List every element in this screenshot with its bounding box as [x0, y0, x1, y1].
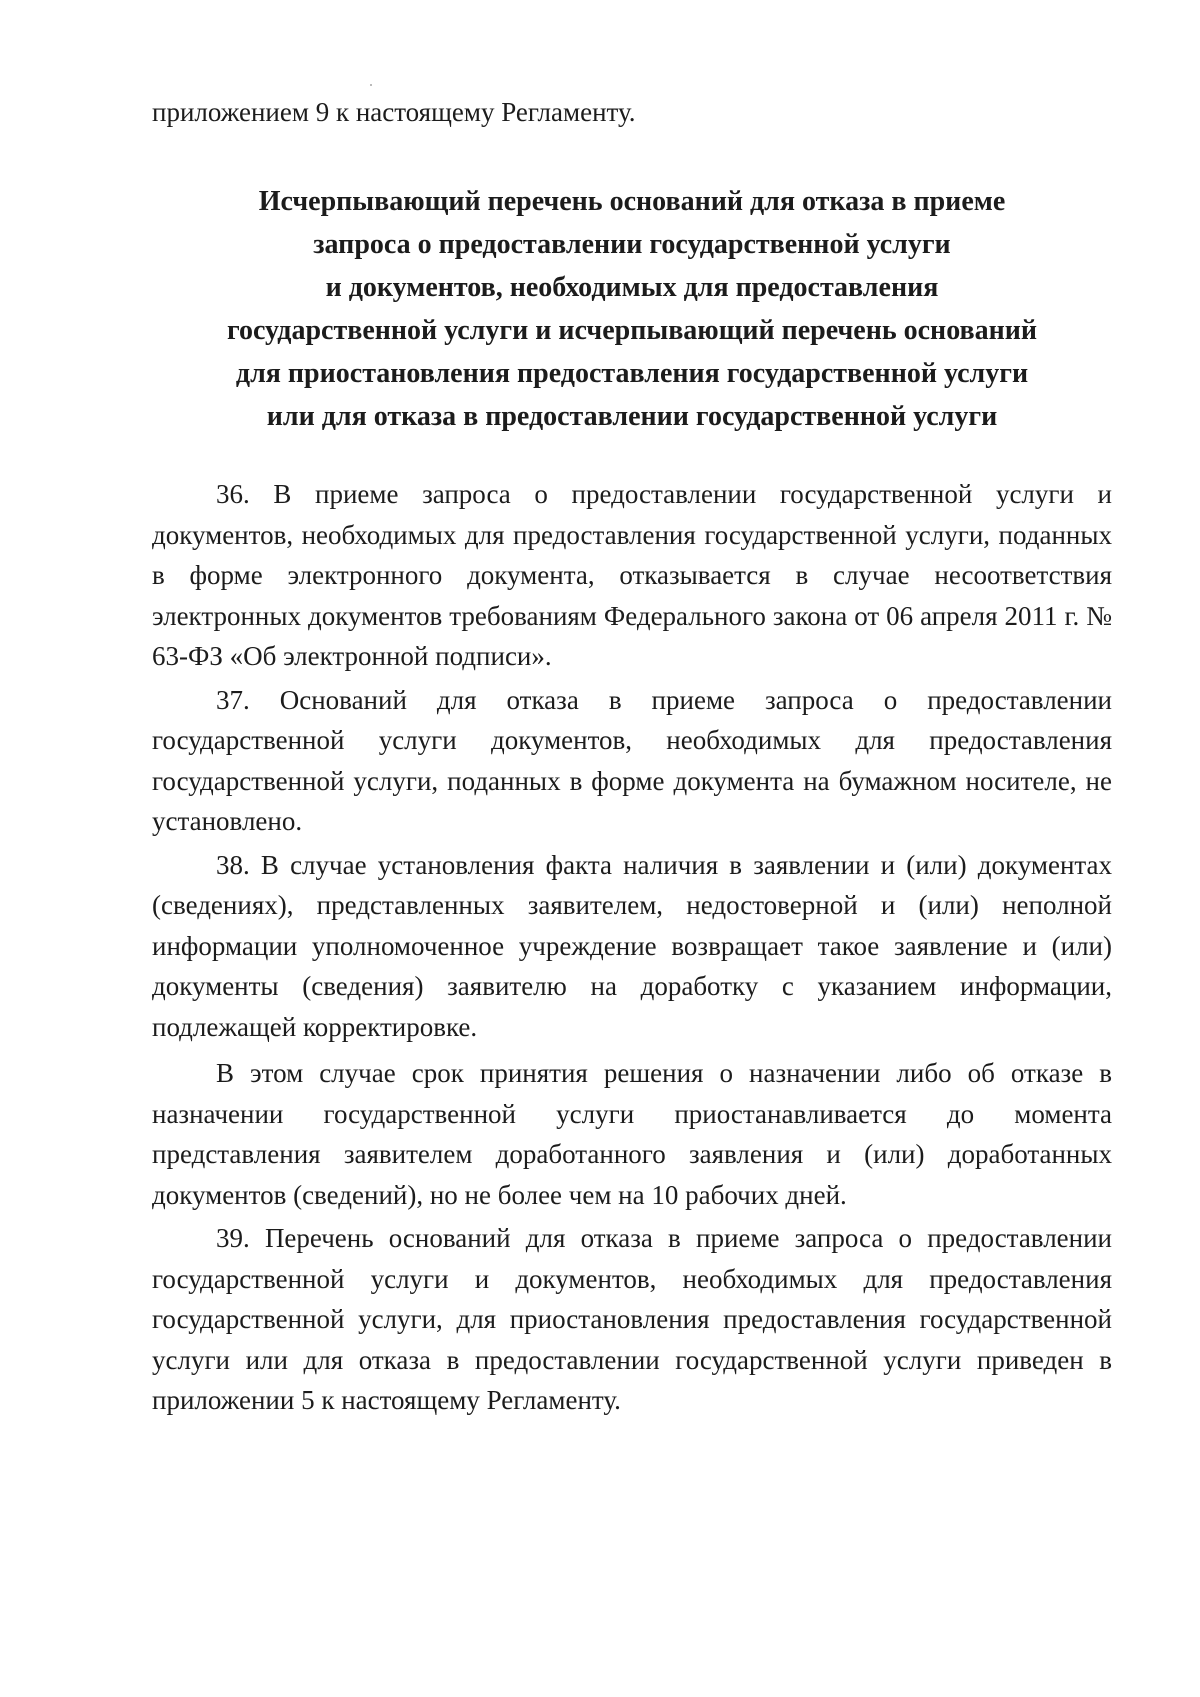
paragraph-36: 36. В приеме запроса о предоставлении государственной услуги и документов, необходимых для предоставления государственной услуги, поданных в форме электронного документа, отказывается в случае несоответствия электронных документов требованиям Федерального закона от 06 апреля 2011 г. № 63-ФЗ «Об электронной подписи».: [152, 479, 1112, 671]
paragraph-39: 39. Перечень оснований для отказа в приеме запроса о предоставлении государственной услуги и документов, необходимых для предоставления государственной услуги, для приостановления предоставления государственной услуги или для отказа в предоставлении государственной услуги приведен в приложении 5 к настоящему Регламенту.: [152, 1223, 1112, 1415]
document-body: [152, 474, 1112, 1421]
heading-line: государственной услуги и исчерпывающий перечень оснований: [226, 315, 1038, 346]
paragraph-38: 38. В случае установления факта наличия в заявлении и (или) документах (сведениях), представленных заявителем, недостоверной и (или) неполной информации уполномоченное учреждение возвращает такое заявление и (или) документы (сведения) заявителю на доработку с указанием информации, подлежащей корректировке.: [152, 849, 1112, 1042]
heading-line: Исчерпывающий перечень оснований для отказа в приеме: [258, 186, 1006, 217]
intro-line: приложением 9 к настоящему Регламенту.: [152, 97, 636, 127]
paragraph-37: 37. Оснований для отказа в приеме запроса о предоставлении государственной услуги документов, необходимых для предоставления государственной услуги, поданных в форме документа на бумажном носителе, не установлено.: [152, 684, 1112, 836]
heading-line: и документов, необходимых для предоставления: [325, 272, 939, 303]
scan-speck: [370, 84, 372, 86]
heading-line: запроса о предоставлении государственной услуги: [313, 229, 951, 260]
page-content: [152, 92, 1112, 1424]
heading-line: для приостановления предоставления государственной услуги: [235, 358, 1029, 389]
heading-line: или для отказа в предоставлении государственной услуги: [266, 401, 998, 432]
paragraph-38-continuation: В этом случае срок принятия решения о назначении либо об отказе в назначении государственной услуги приостанавливается до момента представления заявителем доработанного заявления и (или) доработанных документов (сведений), но не более чем на 10 рабочих дней.: [152, 1058, 1112, 1210]
section-heading: [152, 180, 1112, 438]
